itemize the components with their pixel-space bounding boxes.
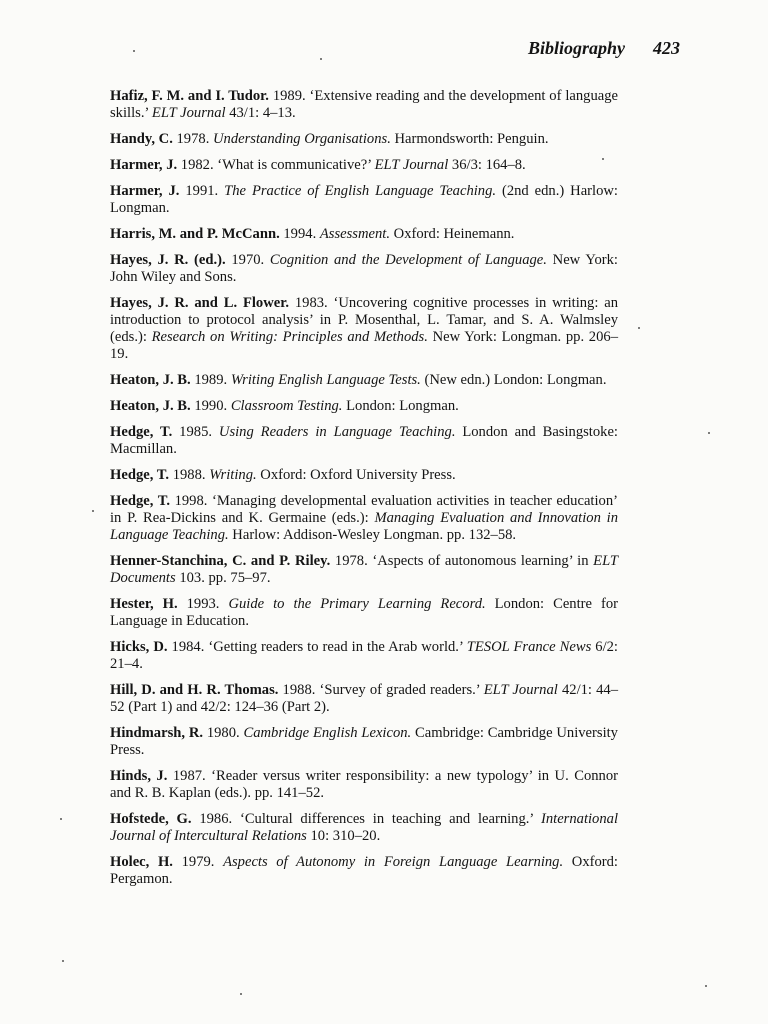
scan-speck [62, 960, 64, 962]
bibliography-entry [110, 88, 618, 122]
entry-text: 1988. [169, 467, 210, 483]
entry-authors: Hedge, T. [110, 467, 170, 483]
section-title: Bibliography [527, 38, 625, 58]
entry-text: 1987. ‘Reader versus writer responsibility: a new typology’ in U. Connor and R. B. Kaplan (eds.). pp. 141–52. [110, 768, 619, 801]
entry-title: Guide to the Primary Learning Record. [228, 596, 486, 612]
entry-title: Using Readers in Language Teaching. [218, 424, 456, 440]
entry-text: 1980. [203, 725, 244, 741]
entry-details: Harlow: Addison-Wesley Longman. pp. 132–58. [228, 527, 517, 543]
entry-title: Assessment. [319, 226, 391, 242]
entry-text: 1989. ‘Extensive reading and the development of language skills.’ [110, 88, 618, 121]
bibliography-entry [110, 131, 618, 148]
entry-title: Classroom Testing. [230, 398, 343, 414]
bibliography-entry [110, 424, 618, 458]
bibliography-entry [110, 553, 618, 587]
entry-title: ELT Journal [151, 105, 226, 121]
entry-authors: Hedge, T. [110, 493, 170, 509]
page-number: 423 [653, 38, 680, 58]
bibliography-entry [110, 398, 618, 415]
entry-title: International Journal of Intercultural Relations [110, 811, 619, 844]
entry-text: 1993. [177, 596, 229, 612]
entry-authors: Hindmarsh, R. [110, 725, 204, 741]
scan-speck [638, 327, 640, 329]
entry-details: New York: Longman. pp. 206–19. [110, 329, 618, 362]
entry-text: 1991. [179, 183, 225, 199]
entry-details: 10: 310–20. [306, 828, 381, 844]
scan-speck [133, 50, 135, 52]
entry-title: TESOL France News [466, 639, 592, 655]
entry-details: (New edn.) London: Longman. [420, 372, 607, 388]
entry-text: 1989. [190, 372, 231, 388]
entry-title: Writing. [209, 467, 257, 483]
entry-title: ELT Journal [483, 682, 558, 698]
entry-text: 1984. ‘Getting readers to read in the Arab world.’ [167, 639, 467, 655]
scan-speck [240, 993, 242, 995]
entry-text: 1983. ‘Uncovering cognitive processes in writing: an introduction to protocol analysis’ in P. Mosenthal, L. Tamar, and S. A. Walmsley (eds.): [110, 295, 619, 345]
entry-title: Cognition and the Development of Language. [269, 252, 547, 268]
entry-details: 103. pp. 75–97. [175, 570, 271, 586]
entry-authors: Heaton, J. B. [110, 398, 191, 414]
entry-text: 1970. [225, 252, 270, 268]
bibliography-entry [110, 295, 618, 363]
bibliography-entry [110, 252, 618, 286]
entry-details: 42/1: 44–52 (Part 1) and 42/2: 124–36 (Part 2). [110, 682, 619, 715]
entry-authors: Harmer, J. [110, 157, 178, 173]
entry-details: London and Basingstoke: Macmillan. [110, 424, 618, 457]
entry-title: ELT Documents [110, 553, 619, 586]
scan-speck [708, 432, 710, 434]
entry-authors: Hicks, D. [110, 639, 168, 655]
bibliography-entry [110, 854, 618, 888]
bibliography-list [110, 88, 618, 897]
entry-title: Managing Evaluation and Innovation in Language Teaching. [110, 510, 618, 543]
running-head [528, 38, 680, 59]
scan-speck [320, 58, 322, 60]
entry-details: 6/2: 21–4. [110, 639, 618, 672]
entry-authors: Hester, H. [110, 596, 178, 612]
scan-speck [602, 158, 604, 160]
entry-authors: Heaton, J. B. [110, 372, 191, 388]
entry-title: Aspects of Autonomy in Foreign Language Learning. [223, 854, 564, 870]
bibliography-entry [110, 372, 618, 389]
entry-details: Oxford: Pergamon. [110, 854, 618, 887]
bibliography-entry [110, 768, 618, 802]
entry-text: 1994. [279, 226, 320, 242]
bibliography-entry [110, 725, 618, 759]
entry-authors: Hinds, J. [110, 768, 168, 784]
bibliography-entry [110, 639, 618, 673]
entry-details: 36/3: 164–8. [448, 157, 526, 173]
entry-title: The Practice of English Language Teaching. [224, 183, 497, 199]
entry-authors: Hayes, J. R. (ed.). [110, 252, 226, 268]
entry-details: (2nd edn.) Harlow: Longman. [110, 183, 618, 216]
entry-text: 1982. ‘What is communicative?’ [177, 157, 375, 173]
entry-title: Cambridge English Lexicon. [243, 725, 412, 741]
bibliography-entry [110, 493, 618, 544]
entry-details: New York: John Wiley and Sons. [110, 252, 618, 285]
bibliography-entry [110, 811, 618, 845]
entry-text: 1979. [172, 854, 224, 870]
scan-speck [60, 818, 62, 820]
scan-speck [705, 985, 707, 987]
bibliography-entry [110, 467, 618, 484]
entry-authors: Hill, D. and H. R. Thomas. [110, 682, 279, 698]
bibliography-entry [110, 682, 618, 716]
entry-text: 1978. [172, 131, 213, 147]
entry-authors: Harmer, J. [110, 183, 180, 199]
entry-title: Understanding Organisations. [213, 131, 391, 147]
scan-speck [92, 510, 94, 512]
entry-authors: Handy, C. [110, 131, 173, 147]
entry-title: Research on Writing: Principles and Methods. [151, 329, 428, 345]
bibliography-entry [110, 226, 618, 243]
bibliography-entry [110, 157, 618, 174]
bibliography-entry [110, 596, 618, 630]
entry-details: Oxford: Heinemann. [390, 226, 515, 242]
entry-authors: Hayes, J. R. and L. Flower. [110, 295, 290, 311]
entry-authors: Henner-Stanchina, C. and P. Riley. [110, 553, 331, 569]
entry-details: London: Longman. [342, 398, 459, 414]
bibliography-entry [110, 183, 618, 217]
entry-details: Harmondsworth: Penguin. [390, 131, 549, 147]
entry-authors: Harris, M. and P. McCann. [110, 226, 280, 242]
entry-text: 1978. ‘Aspects of autonomous learning’ in [330, 553, 594, 569]
entry-text: 1986. ‘Cultural differences in teaching and learning.’ [191, 811, 541, 827]
entry-authors: Holec, H. [110, 854, 173, 870]
entry-text: 1990. [190, 398, 231, 414]
entry-details: Cambridge: Cambridge University Press. [110, 725, 618, 758]
entry-title: Writing English Language Tests. [230, 372, 421, 388]
entry-text: 1985. [172, 424, 219, 440]
entry-authors: Hedge, T. [110, 424, 173, 440]
entry-title: ELT Journal [374, 157, 449, 173]
entry-details: 43/1: 4–13. [225, 105, 296, 121]
entry-authors: Hafiz, F. M. and I. Tudor. [110, 88, 269, 104]
entry-text: 1988. ‘Survey of graded readers.’ [278, 682, 484, 698]
entry-details: Oxford: Oxford University Press. [256, 467, 456, 483]
entry-details: London: Centre for Language in Education. [110, 596, 618, 629]
entry-authors: Hofstede, G. [110, 811, 192, 827]
entry-text: 1998. ‘Managing developmental evaluation activities in teacher education’ in P. Rea-Dickins and K. Germaine (eds.): [110, 493, 618, 526]
